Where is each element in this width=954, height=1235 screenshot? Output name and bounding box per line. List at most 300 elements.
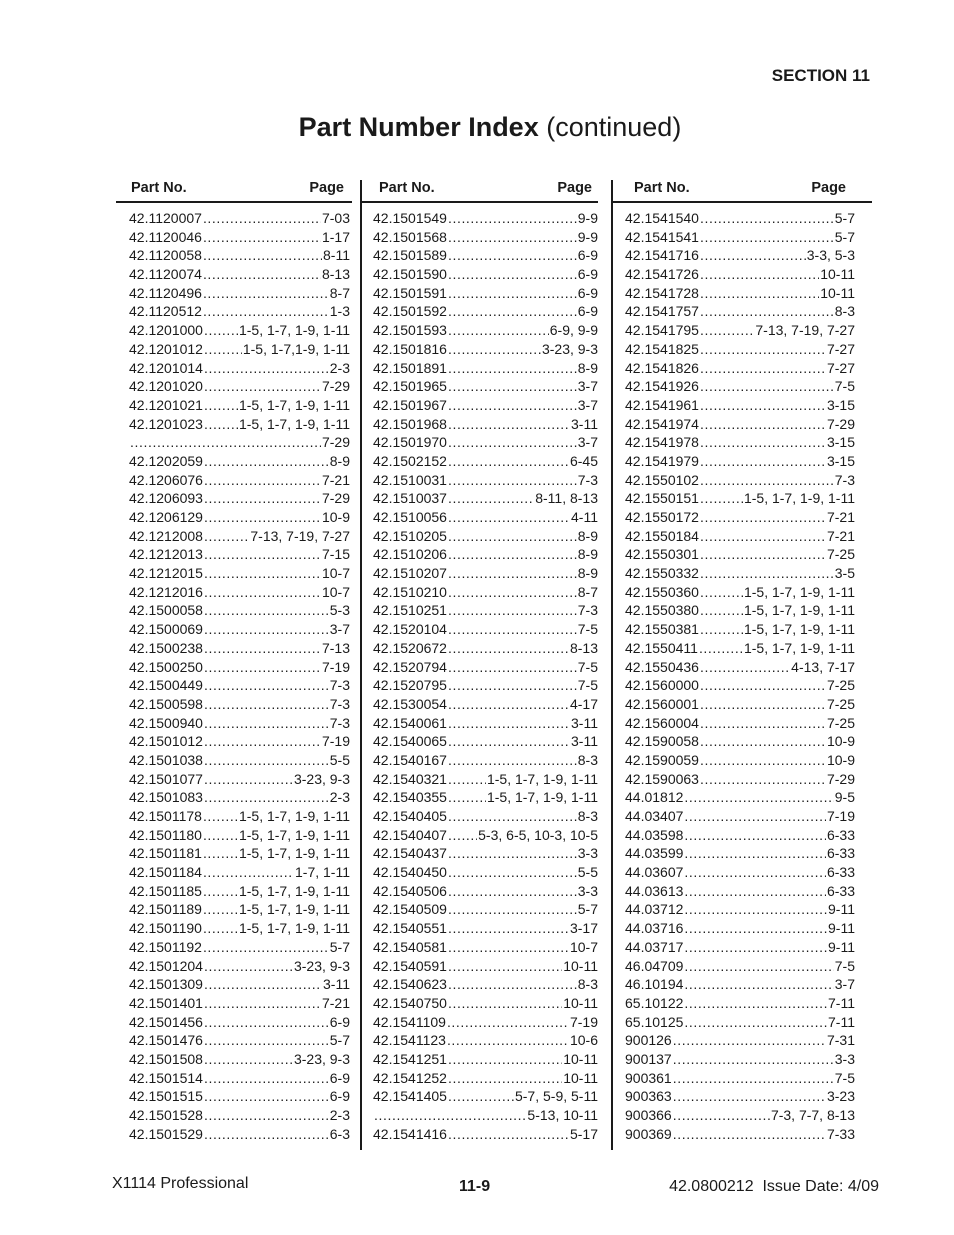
part-number: 42.1501192 bbox=[129, 938, 202, 955]
dot-leader bbox=[204, 340, 242, 359]
page-reference: 1-3 bbox=[329, 303, 350, 320]
index-row bbox=[373, 938, 598, 957]
index-row bbox=[625, 452, 855, 471]
dot-leader bbox=[700, 396, 826, 415]
page-reference: 3-7 bbox=[577, 434, 598, 451]
index-row bbox=[129, 545, 350, 564]
part-number: 46.10194 bbox=[625, 976, 684, 993]
index-row bbox=[129, 639, 350, 658]
index-row bbox=[129, 340, 350, 359]
part-number: 42.1541251 bbox=[373, 1050, 447, 1067]
page-title bbox=[0, 112, 954, 143]
page-reference: 4-11 bbox=[571, 509, 598, 525]
page-reference: 7-33 bbox=[826, 1125, 855, 1142]
dot-leader bbox=[448, 340, 541, 359]
page-reference: 7-29 bbox=[321, 378, 350, 395]
index-row bbox=[625, 246, 855, 265]
index-row bbox=[373, 601, 598, 620]
page-reference: 7-21 bbox=[321, 994, 350, 1011]
part-number: 42.1541826 bbox=[625, 359, 699, 376]
column-header bbox=[116, 176, 352, 203]
page-reference: 6-9, 9-9 bbox=[549, 322, 598, 339]
index-row bbox=[373, 527, 598, 546]
part-number: 42.1541979 bbox=[625, 452, 699, 469]
page-reference: 5-17 bbox=[569, 1125, 598, 1142]
dot-leader bbox=[684, 1013, 827, 1032]
page-reference: 7-5 bbox=[577, 621, 598, 638]
dot-leader bbox=[700, 228, 834, 247]
part-number: 42.1550172 bbox=[625, 509, 699, 525]
page-reference: 7-25 bbox=[826, 714, 855, 731]
page-reference: 3-15 bbox=[826, 452, 855, 469]
dot-leader bbox=[204, 639, 321, 658]
part-number: 42.1541978 bbox=[625, 434, 699, 451]
page-reference: 9-11 bbox=[828, 938, 855, 955]
page-reference: 8-9 bbox=[577, 359, 598, 376]
index-row bbox=[373, 228, 598, 247]
index-row bbox=[129, 228, 350, 247]
page-reference: 8-9 bbox=[577, 565, 598, 582]
page-reference: 3-11 bbox=[571, 733, 598, 750]
index-row bbox=[129, 1050, 350, 1069]
part-number: 42.1550151 bbox=[625, 490, 699, 507]
dot-leader bbox=[204, 957, 293, 976]
part-number: 42.1501204 bbox=[129, 957, 203, 974]
page-reference: 10-11 bbox=[563, 957, 598, 974]
page-reference: 3-5 bbox=[834, 565, 855, 582]
page-reference: 5-5 bbox=[329, 751, 350, 768]
page-reference: 1-5, 1-7, 1-9, 1-11 bbox=[743, 583, 855, 600]
page-reference: 6-3 bbox=[329, 1125, 350, 1142]
index-row bbox=[373, 882, 598, 901]
part-number: 42.1501514 bbox=[129, 1069, 203, 1086]
index-row bbox=[625, 508, 855, 527]
part-number: 42.1501178 bbox=[129, 808, 202, 824]
dot-leader bbox=[684, 900, 827, 919]
page-reference: 5-7 bbox=[834, 210, 855, 226]
index-row bbox=[129, 1069, 350, 1088]
index-row bbox=[129, 321, 350, 340]
index-row bbox=[373, 994, 598, 1013]
part-number: 42.1501508 bbox=[129, 1050, 203, 1067]
index-row bbox=[625, 265, 855, 284]
part-number: 42.1510207 bbox=[373, 565, 447, 582]
page-reference: 4-13, 7-17 bbox=[791, 658, 855, 675]
index-row bbox=[373, 284, 598, 303]
part-number: 42.1541961 bbox=[625, 396, 699, 413]
part-number: 42.1541123 bbox=[373, 1032, 446, 1049]
page-reference: 7-19 bbox=[826, 808, 855, 824]
dot-leader bbox=[204, 1031, 329, 1050]
part-number: 42.1212008 bbox=[129, 527, 203, 544]
part-number: 42.1501190 bbox=[129, 920, 202, 937]
page-reference: 7-3 bbox=[329, 714, 350, 731]
page-reference: 10-9 bbox=[826, 751, 855, 768]
index-row bbox=[625, 302, 855, 321]
page-reference: 3-7 bbox=[577, 396, 598, 413]
page-reference: 5-13, 10-11 bbox=[527, 1107, 598, 1123]
part-number: 42.1541541 bbox=[625, 228, 699, 245]
page-reference: 9-11 bbox=[828, 920, 855, 937]
page-reference: 9-11 bbox=[828, 901, 855, 918]
part-number: 42.1501549 bbox=[373, 210, 447, 226]
index-row bbox=[129, 508, 350, 527]
index-row bbox=[373, 676, 598, 695]
dot-leader bbox=[448, 938, 569, 957]
index-row bbox=[373, 975, 598, 994]
part-number: 900363 bbox=[625, 1088, 672, 1105]
index-row bbox=[129, 919, 350, 938]
page-reference: 5-7 bbox=[577, 901, 598, 918]
dot-leader bbox=[374, 1106, 526, 1125]
page-reference: 7-13, 7-19, 7-27 bbox=[250, 527, 350, 544]
part-number: 42.1501529 bbox=[129, 1125, 203, 1142]
part-number: 42.1212016 bbox=[129, 583, 203, 600]
part-number: 42.1201000 bbox=[129, 322, 203, 339]
dot-leader bbox=[204, 695, 329, 714]
part-number: 42.1500449 bbox=[129, 677, 203, 694]
page-reference: 7-25 bbox=[826, 677, 855, 694]
dot-leader bbox=[700, 321, 754, 340]
dot-leader bbox=[204, 994, 321, 1013]
dot-leader bbox=[203, 863, 294, 882]
page-reference: 7-11 bbox=[828, 1013, 855, 1030]
page-reference: 7-19 bbox=[321, 658, 350, 675]
page-reference: 5-7 bbox=[329, 1032, 350, 1049]
index-row bbox=[373, 751, 598, 770]
page-reference: 3-11 bbox=[323, 976, 350, 993]
page-reference: 5-3, 6-5, 10-3, 10-5 bbox=[478, 826, 598, 843]
index-row bbox=[129, 359, 350, 378]
index-row bbox=[373, 302, 598, 321]
dot-leader bbox=[203, 246, 322, 265]
part-number: 42.1501592 bbox=[373, 303, 447, 320]
page-reference: 8-9 bbox=[577, 527, 598, 544]
dot-leader bbox=[204, 770, 293, 789]
part-number: 42.1501083 bbox=[129, 789, 203, 806]
header-part-no: Part No. bbox=[634, 180, 690, 196]
part-number: 42.1550184 bbox=[625, 527, 699, 544]
header-part-no: Part No. bbox=[131, 180, 187, 196]
part-number: 42.1500058 bbox=[129, 602, 203, 619]
part-number: 42.1212015 bbox=[129, 565, 203, 582]
page-reference: 5-7, 5-9, 5-11 bbox=[514, 1088, 598, 1105]
index-row bbox=[129, 471, 350, 490]
part-number: 42.1120512 bbox=[129, 303, 202, 320]
index-row bbox=[373, 564, 598, 583]
page-reference: 3-23, 9-3 bbox=[541, 340, 598, 357]
index-row bbox=[373, 340, 598, 359]
page-reference: 1-5, 1-7, 1-9, 1-11 bbox=[743, 639, 855, 656]
index-row bbox=[129, 396, 350, 415]
part-number: 42.1540065 bbox=[373, 733, 447, 750]
part-number: 42.1120074 bbox=[129, 266, 202, 283]
part-number: 65.10125 bbox=[625, 1013, 684, 1030]
dot-leader bbox=[447, 1013, 569, 1032]
index-row bbox=[373, 919, 598, 938]
page-reference: 3-7 bbox=[329, 621, 350, 638]
index-row bbox=[129, 1013, 350, 1032]
footer-page-number: 11-9 bbox=[459, 1178, 491, 1195]
index-row bbox=[625, 564, 855, 583]
dot-leader bbox=[204, 564, 321, 583]
index-row bbox=[625, 938, 855, 957]
part-number: 42.1510205 bbox=[373, 527, 447, 544]
dot-leader bbox=[700, 601, 743, 620]
part-number: 42.1501309 bbox=[129, 976, 203, 993]
page-reference: 5-5 bbox=[577, 864, 598, 881]
index-row bbox=[625, 433, 855, 452]
part-number: 42.1501589 bbox=[373, 247, 447, 264]
part-number: 42.1501401 bbox=[129, 994, 203, 1011]
index-row bbox=[625, 863, 855, 882]
page-reference: 8-11, 8-13 bbox=[535, 490, 598, 507]
part-number: 44.03712 bbox=[625, 901, 684, 918]
page-reference: 8-3 bbox=[577, 808, 598, 824]
index-row bbox=[129, 583, 350, 602]
part-number: 42.1541109 bbox=[373, 1013, 446, 1030]
index-row bbox=[373, 471, 598, 490]
page-reference: 8-9 bbox=[577, 546, 598, 563]
part-number: 42.1541540 bbox=[625, 210, 699, 226]
page-reference: 7-3 bbox=[577, 471, 598, 488]
page-reference: 8-13 bbox=[569, 639, 598, 656]
part-number: 42.1201014 bbox=[129, 359, 203, 376]
part-number: 900137 bbox=[625, 1050, 672, 1067]
index-row bbox=[129, 246, 350, 265]
dot-leader bbox=[448, 396, 577, 415]
index-row bbox=[129, 601, 350, 620]
dot-leader bbox=[448, 284, 577, 303]
index-row bbox=[129, 751, 350, 770]
part-number: 42.1541716 bbox=[625, 247, 699, 264]
dot-leader bbox=[448, 957, 562, 976]
part-number: 42.1550102 bbox=[625, 471, 699, 488]
dot-leader bbox=[204, 601, 329, 620]
index-row bbox=[373, 1013, 598, 1032]
index-row bbox=[129, 676, 350, 695]
index-row bbox=[373, 1050, 598, 1069]
index-row bbox=[625, 807, 855, 826]
part-number: 42.1500238 bbox=[129, 639, 203, 656]
dot-leader bbox=[700, 489, 743, 508]
page-reference: 9-5 bbox=[834, 789, 855, 806]
dot-leader bbox=[203, 284, 329, 303]
dot-leader bbox=[448, 732, 570, 751]
part-number: 42.1540623 bbox=[373, 976, 447, 993]
part-number: 42.1201012 bbox=[129, 340, 203, 357]
page-reference: 10-9 bbox=[321, 509, 350, 525]
page-reference: 7-5 bbox=[577, 658, 598, 675]
part-number: 42.1541416 bbox=[373, 1125, 447, 1142]
part-number: 42.1540405 bbox=[373, 808, 447, 824]
part-number: 900369 bbox=[625, 1125, 672, 1142]
dot-leader bbox=[203, 209, 321, 228]
index-row bbox=[129, 826, 350, 845]
dot-leader bbox=[448, 377, 577, 396]
dot-leader bbox=[684, 938, 827, 957]
part-number: 42.1520794 bbox=[373, 658, 447, 675]
page-reference: 7-5 bbox=[577, 677, 598, 694]
section-label: SECTION 11 bbox=[771, 66, 870, 85]
index-row bbox=[625, 1031, 855, 1050]
index-row bbox=[625, 788, 855, 807]
page-reference: 1-5, 1-7, 1-9, 1-11 bbox=[486, 789, 598, 806]
dot-leader bbox=[203, 228, 321, 247]
dot-leader bbox=[448, 863, 577, 882]
part-number: 900126 bbox=[625, 1032, 672, 1049]
index-row bbox=[625, 377, 855, 396]
dot-leader bbox=[448, 508, 570, 527]
index-row bbox=[129, 788, 350, 807]
page-reference: 3-15 bbox=[826, 434, 855, 451]
index-row bbox=[625, 1069, 855, 1088]
index-row bbox=[625, 957, 855, 976]
header-page: Page bbox=[811, 180, 846, 196]
dot-leader bbox=[448, 714, 570, 733]
index-column-3 bbox=[612, 176, 872, 1143]
index-row bbox=[625, 919, 855, 938]
dot-leader bbox=[700, 676, 826, 695]
column-header bbox=[362, 176, 598, 203]
part-number: 42.1540591 bbox=[373, 957, 447, 974]
dot-leader bbox=[700, 714, 826, 733]
page-reference: 7-27 bbox=[826, 359, 855, 376]
part-number: 44.03613 bbox=[625, 882, 684, 899]
dot-leader bbox=[684, 957, 833, 976]
dot-leader bbox=[448, 1125, 569, 1144]
page-reference: 10-6 bbox=[569, 1032, 598, 1049]
dot-leader bbox=[448, 321, 549, 340]
page-reference: 3-7 bbox=[834, 976, 855, 993]
part-number: 42.1540407 bbox=[373, 826, 447, 843]
dot-leader bbox=[700, 564, 834, 583]
dot-leader bbox=[204, 1106, 329, 1125]
page-reference: 4-17 bbox=[569, 695, 598, 712]
dot-leader bbox=[448, 620, 577, 639]
index-row bbox=[625, 639, 855, 658]
part-number: 42.1501568 bbox=[373, 228, 447, 245]
dot-leader bbox=[448, 489, 534, 508]
part-number: 46.04709 bbox=[625, 957, 684, 974]
part-number: 42.1500598 bbox=[129, 695, 203, 712]
dot-leader bbox=[448, 265, 577, 284]
page-reference: 7-25 bbox=[826, 546, 855, 563]
part-number: 42.1550380 bbox=[625, 602, 699, 619]
part-number: 42.1540509 bbox=[373, 901, 447, 918]
dot-leader bbox=[684, 882, 826, 901]
dot-leader bbox=[204, 1050, 293, 1069]
dot-leader bbox=[447, 1031, 569, 1050]
index-row bbox=[129, 284, 350, 303]
page-reference: 8-3 bbox=[577, 751, 598, 768]
dot-leader bbox=[673, 1050, 834, 1069]
dot-leader bbox=[700, 751, 826, 770]
page-reference: 1-5, 1-7,1-9, 1-11 bbox=[242, 340, 350, 357]
page-reference: 10-11 bbox=[563, 1069, 598, 1086]
index-row bbox=[129, 265, 350, 284]
page-reference: 7-11 bbox=[828, 994, 855, 1011]
part-number: 42.1550332 bbox=[625, 565, 699, 582]
index-row bbox=[625, 751, 855, 770]
index-row bbox=[625, 228, 855, 247]
dot-leader bbox=[203, 919, 238, 938]
index-row bbox=[625, 770, 855, 789]
index-row bbox=[625, 321, 855, 340]
page-reference: 6-9 bbox=[329, 1069, 350, 1086]
dot-leader bbox=[448, 433, 577, 452]
page-reference: 3-15 bbox=[826, 396, 855, 413]
index-row bbox=[129, 863, 350, 882]
index-row bbox=[625, 601, 855, 620]
index-row bbox=[373, 433, 598, 452]
index-row bbox=[373, 545, 598, 564]
index-row bbox=[129, 844, 350, 863]
page-reference: 10-11 bbox=[563, 994, 598, 1011]
index-row bbox=[373, 1106, 598, 1125]
part-number: 42.1540321 bbox=[373, 770, 447, 787]
index-row bbox=[129, 433, 350, 452]
dot-leader bbox=[684, 826, 826, 845]
index-row bbox=[625, 1013, 855, 1032]
dot-leader bbox=[448, 1069, 562, 1088]
part-number: 44.01812 bbox=[625, 789, 684, 806]
dot-leader bbox=[448, 359, 577, 378]
index-row bbox=[373, 209, 598, 228]
dot-leader bbox=[203, 265, 321, 284]
dot-leader bbox=[684, 919, 827, 938]
index-row bbox=[373, 788, 598, 807]
index-row bbox=[625, 396, 855, 415]
page-reference: 7-3 bbox=[834, 471, 855, 488]
page-reference: 6-9 bbox=[577, 284, 598, 301]
part-number: 42.1541825 bbox=[625, 340, 699, 357]
page-reference: 1-5, 1-7, 1-9, 1-11 bbox=[486, 770, 598, 787]
dot-leader bbox=[204, 321, 238, 340]
part-number: 44.03407 bbox=[625, 808, 684, 824]
page-reference: 1-5, 1-7, 1-9, 1-11 bbox=[238, 808, 350, 824]
index-row bbox=[373, 826, 598, 845]
index-row bbox=[373, 489, 598, 508]
page-reference: 8-3 bbox=[577, 976, 598, 993]
part-number: 42.1501456 bbox=[129, 1013, 203, 1030]
page-reference: 3-7 bbox=[577, 378, 598, 395]
dot-leader bbox=[448, 601, 577, 620]
page-reference: 7-25 bbox=[826, 695, 855, 712]
index-row bbox=[625, 882, 855, 901]
page-reference: 6-45 bbox=[569, 452, 598, 469]
index-row bbox=[129, 302, 350, 321]
dot-leader bbox=[203, 938, 329, 957]
dot-leader bbox=[699, 639, 743, 658]
part-number: 42.1206093 bbox=[129, 490, 203, 507]
index-row bbox=[373, 658, 598, 677]
page-reference: 7-15 bbox=[321, 546, 350, 563]
dot-leader bbox=[700, 732, 826, 751]
index-row bbox=[373, 900, 598, 919]
index-row bbox=[625, 527, 855, 546]
dot-leader bbox=[204, 359, 329, 378]
index-row bbox=[373, 415, 598, 434]
page-reference: 7-29 bbox=[826, 770, 855, 787]
dot-leader bbox=[204, 788, 329, 807]
dot-leader bbox=[673, 1069, 834, 1088]
index-column-2 bbox=[362, 176, 598, 1143]
index-row bbox=[625, 900, 855, 919]
dot-leader bbox=[700, 284, 819, 303]
dot-leader bbox=[203, 826, 238, 845]
dot-leader bbox=[204, 545, 321, 564]
